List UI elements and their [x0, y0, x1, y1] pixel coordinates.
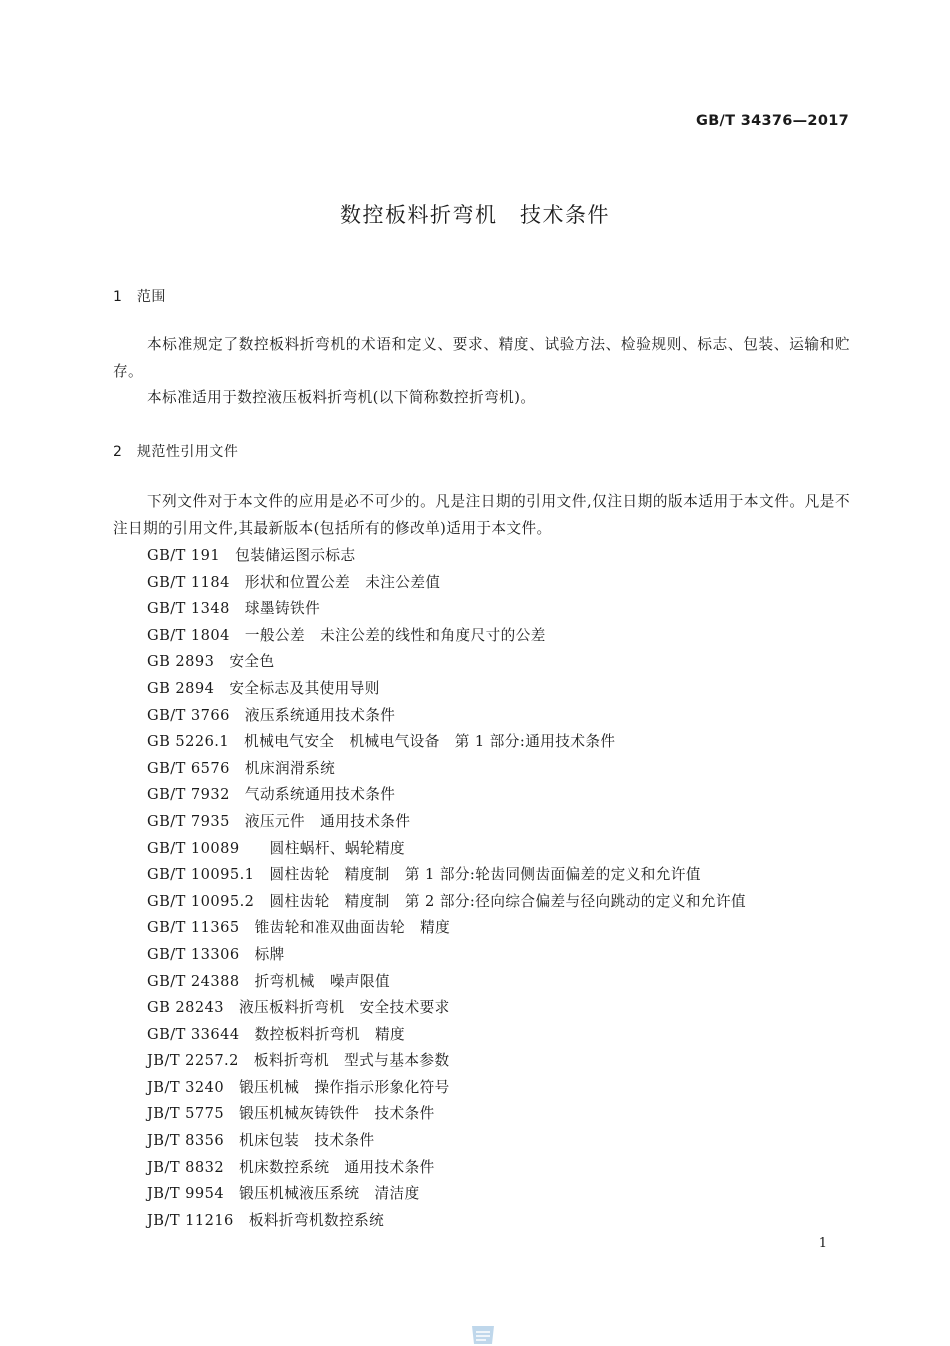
reference-item: GB/T 7932 气动系统通用技术条件 [147, 786, 396, 804]
reference-item: JB/T 3240 锻压机械 操作指示形象化符号 [147, 1078, 450, 1096]
reference-item: GB/T 7935 液压元件 通用技术条件 [147, 812, 411, 830]
reference-item: GB 28243 液压板料折弯机 安全技术要求 [147, 999, 450, 1017]
reference-item: GB/T 13306 标牌 [147, 945, 285, 963]
publisher-logo-icon [468, 1324, 498, 1346]
reference-item: GB/T 24388 折弯机械 噪声限值 [147, 972, 391, 990]
reference-item: GB/T 191 包装储运图示标志 [147, 547, 356, 564]
reference-item: GB/T 10089 圆柱蜗杆、蜗轮精度 [147, 839, 406, 857]
section-2-heading: 2 规范性引用文件 [113, 444, 239, 460]
reference-item: JB/T 9954 锻压机械液压系统 清洁度 [147, 1185, 420, 1203]
document-title: 数控板料折弯机 技术条件 [340, 203, 610, 227]
references-intro: 下列文件对于本文件的应用是必不可少的。凡是注日期的引用文件,仅注日期的版本适用于本文件。凡是不注日期的引用文件,其最新版本(包括所有的修改单)适用于本文件。 [113, 493, 850, 537]
reference-item: GB 2894 安全标志及其使用导则 [147, 679, 380, 697]
reference-list [147, 543, 746, 1234]
reference-item: GB 2893 安全色 [147, 653, 275, 671]
section-1-heading: 1 范围 [113, 289, 166, 305]
scope-paragraph-2: 本标准适用于数控液压板料折弯机(以下简称数控折弯机)。 [147, 389, 536, 406]
scope-paragraph-1: 本标准规定了数控板料折弯机的术语和定义、要求、精度、试验方法、检验规则、标志、包装、运输和贮存。 [113, 336, 850, 380]
reference-item: GB/T 10095.2 圆柱齿轮 精度制 第 2 部分:径向综合偏差与径向跳动的定义和允许值 [147, 892, 747, 910]
reference-item: JB/T 5775 锻压机械灰铸铁件 技术条件 [147, 1105, 435, 1123]
reference-item: JB/T 8356 机床包装 技术条件 [147, 1132, 375, 1150]
reference-item: GB/T 11365 锥齿轮和准双曲面齿轮 精度 [147, 919, 451, 937]
page-number: 1 [818, 1236, 827, 1251]
reference-item: GB/T 3766 液压系统通用技术条件 [147, 706, 396, 724]
standard-code: GB/T 34376—2017 [696, 113, 849, 129]
reference-item: GB/T 6576 机床润滑系统 [147, 759, 336, 777]
reference-item: GB 5226.1 机械电气安全 机械电气设备 第 1 部分:通用技术条件 [147, 733, 616, 751]
reference-item: JB/T 11216 板料折弯机数控系统 [147, 1211, 385, 1229]
reference-item: GB/T 1348 球墨铸铁件 [147, 600, 321, 618]
reference-item: GB/T 1184 形状和位置公差 未注公差值 [147, 573, 441, 591]
reference-item: GB/T 10095.1 圆柱齿轮 精度制 第 1 部分:轮齿同侧齿面偏差的定义和允许值 [147, 866, 701, 884]
reference-item: JB/T 8832 机床数控系统 通用技术条件 [147, 1158, 435, 1176]
reference-item: GB/T 33644 数控板料折弯机 精度 [147, 1025, 406, 1043]
reference-item: JB/T 2257.2 板料折弯机 型式与基本参数 [147, 1052, 450, 1070]
reference-item: GB/T 1804 一般公差 未注公差的线性和角度尺寸的公差 [147, 626, 546, 644]
